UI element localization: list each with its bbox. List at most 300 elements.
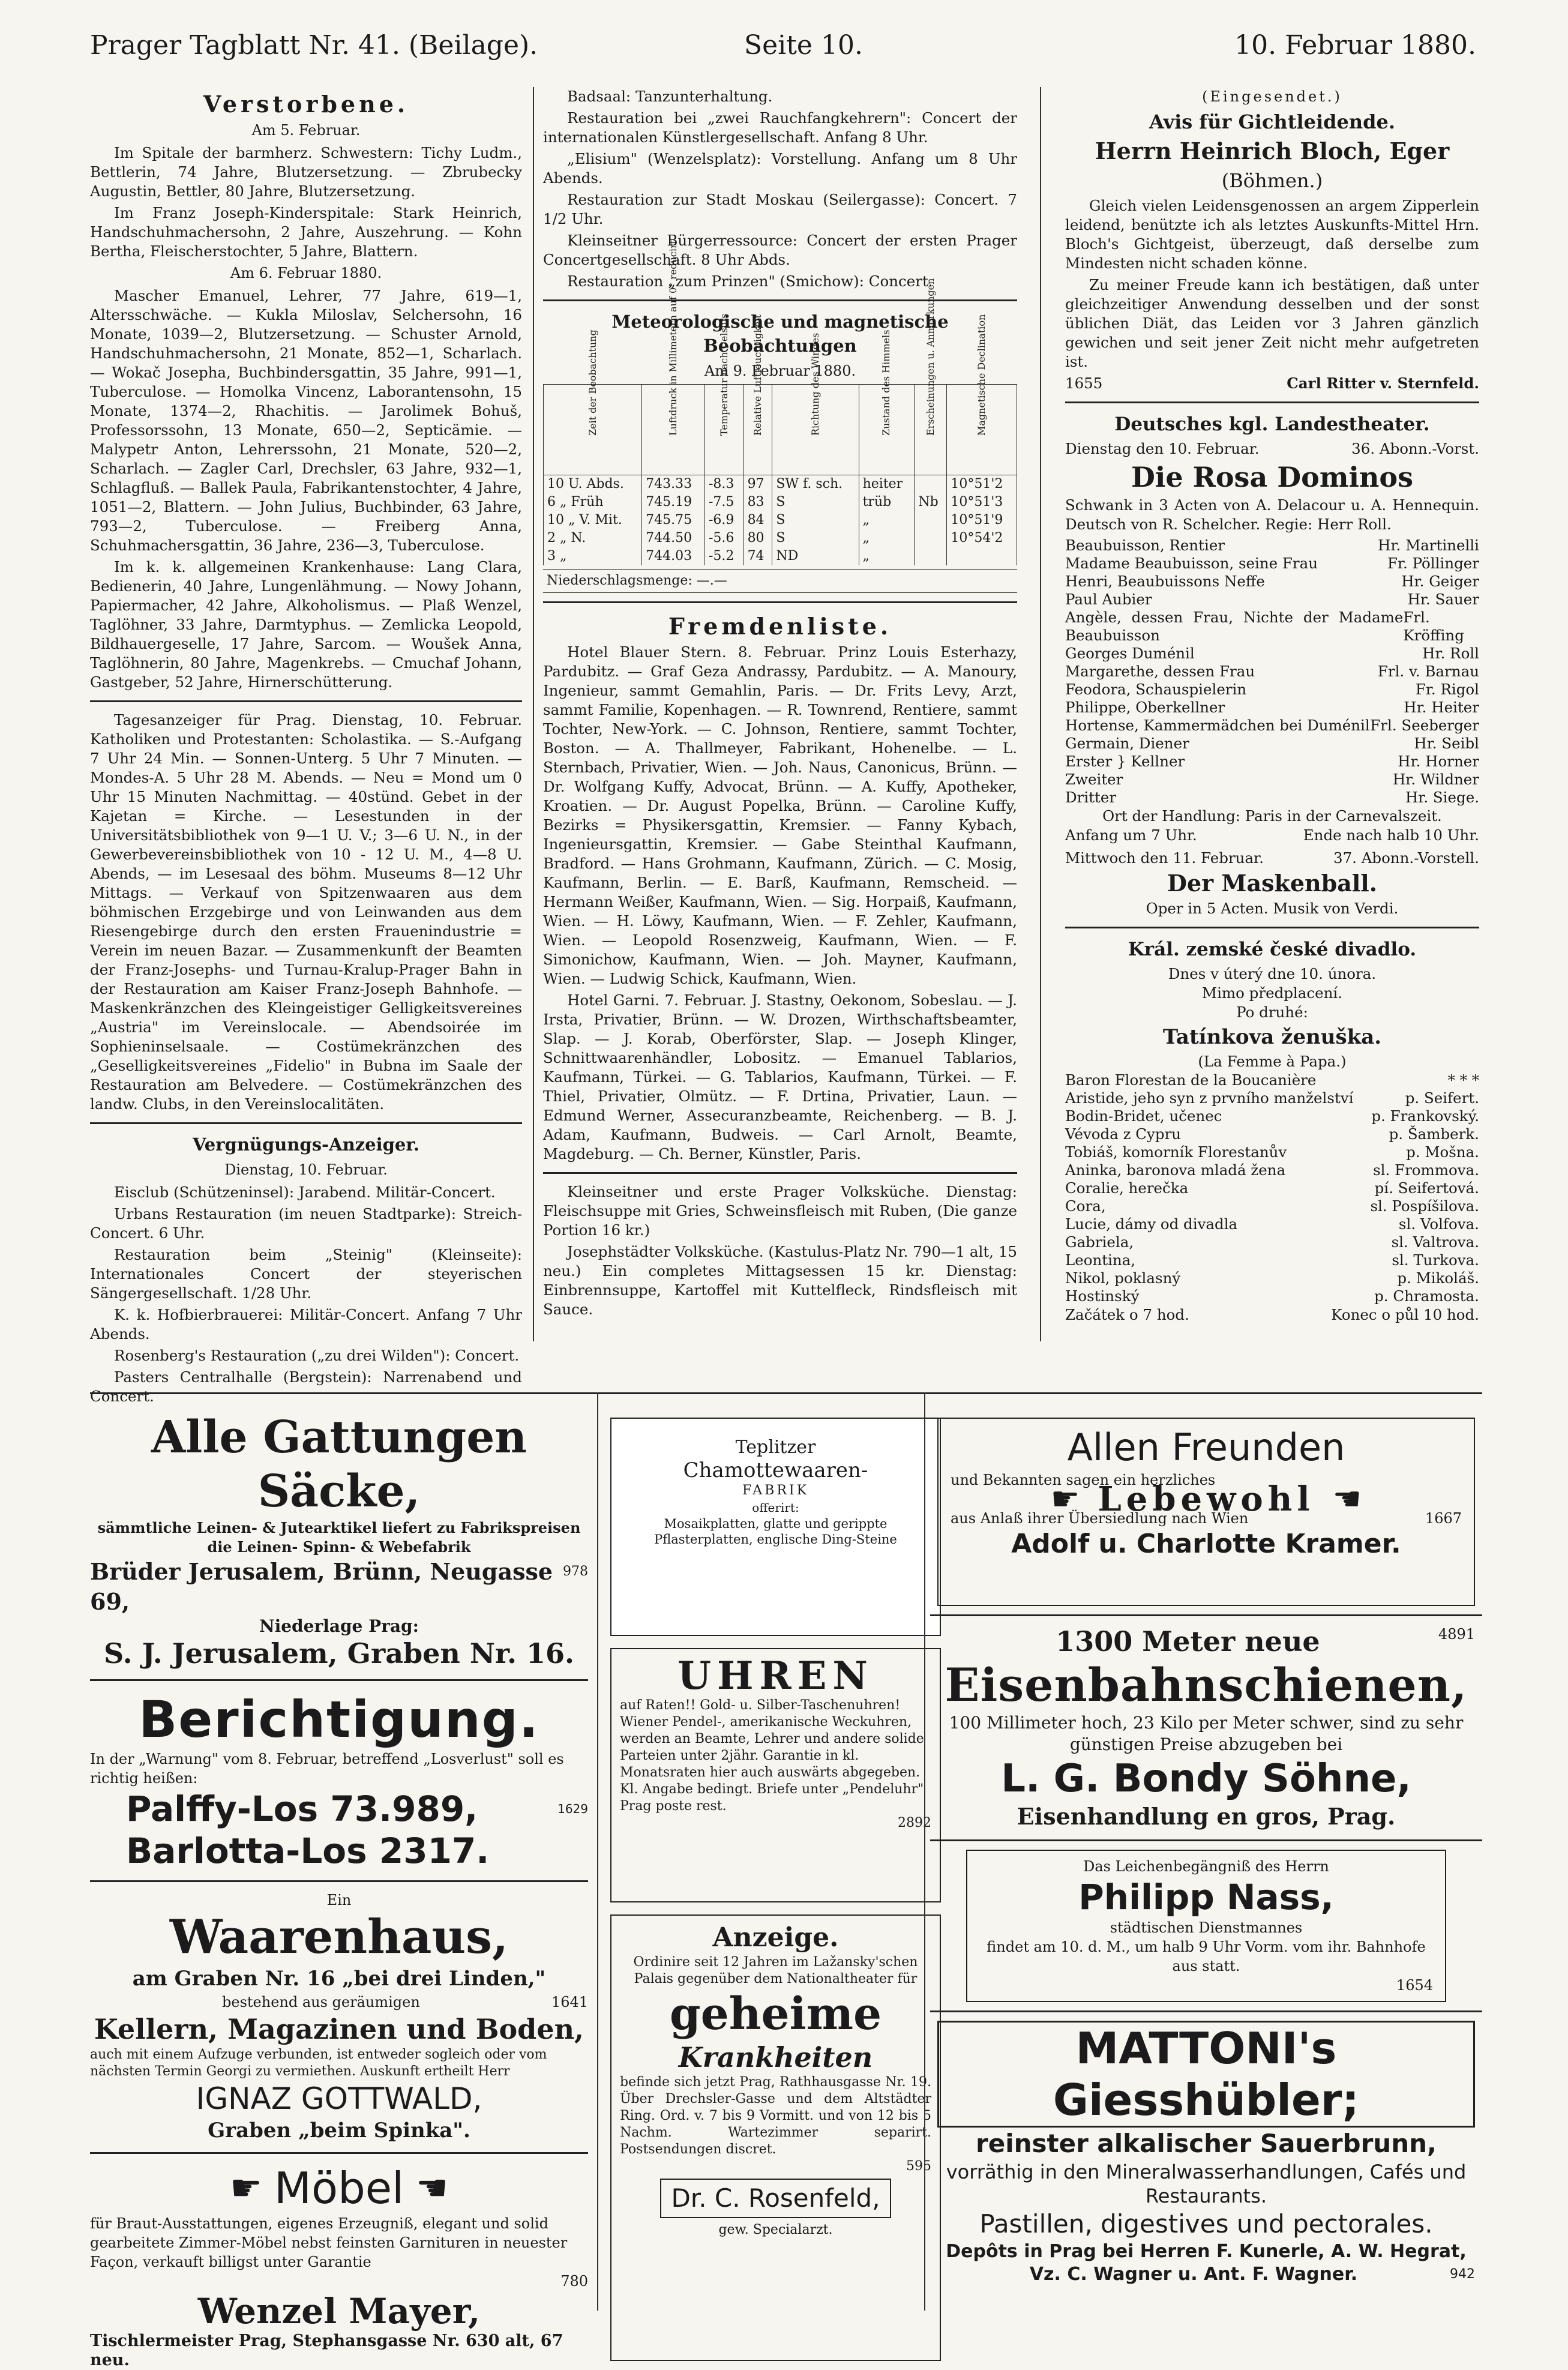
- met-cell: 74: [743, 547, 772, 565]
- anzeige-line: Ordinire seit 12 Jahren im Lažansky'schen Palais gegenüber dem Nationaltheater für: [633, 1955, 918, 1987]
- met-cell: trüb: [859, 493, 915, 511]
- cast-row: [1065, 1215, 1479, 1233]
- met-cell: -5.6: [704, 529, 743, 547]
- cast-role: Lucie, dámy od divadla: [1065, 1215, 1238, 1233]
- cast-row: [1065, 645, 1479, 663]
- saecke-ad-line: die Leinen- Spinn- & Webefabrik: [207, 1538, 471, 1556]
- czech-end: Konec o půl 10 hod.: [1331, 1306, 1479, 1323]
- moebel-name: Wenzel Mayer,: [197, 2291, 481, 2332]
- cast-role: Nikol, poklasný: [1065, 1269, 1181, 1287]
- ads-divider-2: [924, 1392, 925, 2311]
- met-column-header: [743, 314, 772, 475]
- mattoni-ad: [930, 2021, 1482, 2286]
- event-entry: Restauration bei „zwei Rauchfangkehrern": Concert der internationalen Künstlergesellschaft. Anfang 8 Uhr.: [543, 109, 1017, 146]
- cast-role: Margarethe, dessen Frau: [1065, 663, 1255, 680]
- cast-actor: Hr. Wildner: [1392, 771, 1479, 788]
- eisenbahn-firm: L. G. Bondy Söhne,: [1001, 1757, 1411, 1801]
- cast-role: Bodin-Bridet, učenec: [1065, 1107, 1222, 1125]
- waarenhaus-address: am Graben Nr. 16 „bei drei Linden,": [132, 1967, 546, 1991]
- waarenhaus-location: Graben „beim Spinka".: [208, 2119, 470, 2143]
- freunden-number: 1667: [1425, 1510, 1462, 1527]
- nass-number: 1654: [1396, 1977, 1433, 1994]
- cast-role: Feodora, Schauspielerin: [1065, 681, 1247, 698]
- met-cell: 744.03: [642, 547, 705, 565]
- eingesendet-label: (Eingesendet.): [1202, 88, 1342, 105]
- cast-role: Leontina,: [1065, 1251, 1136, 1269]
- cast-role: Gabriela,: [1065, 1233, 1134, 1251]
- met-row: [544, 511, 1017, 529]
- teplitz-line: FABRIK: [742, 1483, 810, 1498]
- waarenhaus-ein: Ein: [326, 1892, 352, 1908]
- cast-role: Vévoda z Cypru: [1065, 1125, 1182, 1143]
- cast-row: [1065, 537, 1479, 555]
- cast-role: Coralie, herečka: [1065, 1179, 1189, 1197]
- teplitz-ad: [610, 1418, 941, 1636]
- czech-theater-line: Mimo předplacení.: [1201, 984, 1343, 1002]
- obituary-paragraph: Im Spitale der barmherz. Schwestern: Tichy Ludm., Bettlerin, 74 Jahre, Blutzersetzung. — Zbrubecky Augustin, Bettler, 80 Jahre, Blutzersetzung.: [90, 144, 522, 200]
- met-column-header: [544, 329, 642, 475]
- avis-number: 1655: [1065, 374, 1103, 392]
- cast-role: Dritter: [1065, 789, 1117, 806]
- avis-place: (Böhmen.): [1221, 169, 1323, 192]
- met-cell: 10°51'2: [947, 475, 1017, 494]
- waarenhaus-number: 1641: [551, 1994, 588, 2011]
- verstorbene-date-2: Am 6. Februar 1880.: [230, 265, 382, 281]
- cast-role: Aristide, jeho syn z prvního manželství: [1065, 1089, 1354, 1107]
- uhren-ad: [610, 1648, 941, 1902]
- czech-theater-heading: Král. zemské české divadlo.: [1128, 939, 1417, 960]
- section-rule: [1065, 927, 1479, 928]
- saecke-firm-row: [90, 1557, 588, 1617]
- saecke-firm: Brüder Jerusalem, Brünn, Neugasse 69,: [90, 1558, 553, 1615]
- met-cell: 744.50: [642, 529, 705, 547]
- moebel-title: Möbel: [274, 2163, 404, 2213]
- mattoni-number: 942: [1450, 2267, 1475, 2282]
- met-column-header-label: Zeit der Beobachtung: [586, 329, 598, 436]
- cast-actor: Hr. Geiger: [1401, 573, 1479, 590]
- anzeige-ad: [610, 1914, 941, 2361]
- column-divider-1: [533, 87, 534, 1341]
- cast-row: [1065, 1197, 1479, 1215]
- saecke-number: 978: [563, 1564, 588, 1579]
- volkskueche-entry: Josephstädter Volksküche. (Kastulus-Platz Nr. 790—1 alt, 15 neu.) Ein completes Mittagsessen 15 kr. Dienstag: Einbrennsuppe, Kartoffel mit Kuttelfleck, Rindsfleisch mit Sauce.: [543, 1243, 1017, 1318]
- freunden-title: Allen Freunden: [1067, 1425, 1345, 1469]
- met-row: [544, 547, 1017, 565]
- page-header: [90, 30, 1476, 72]
- berichtigung-number: 1629: [557, 1802, 588, 1816]
- cast-actor: Hr. Roll: [1422, 645, 1479, 662]
- cast-row: [1065, 1071, 1479, 1089]
- cast-row: [1065, 789, 1479, 807]
- met-cell: [947, 547, 1017, 565]
- pointing-hand-icon: ☚: [416, 2167, 448, 2209]
- cast-row: [1065, 735, 1479, 753]
- theater-cast-list: [1065, 537, 1479, 807]
- pointing-hand-icon: ☚: [1332, 1480, 1362, 1518]
- met-row: [544, 529, 1017, 547]
- cast-row: [1065, 1107, 1479, 1125]
- theater-heading: Deutsches kgl. Landestheater.: [1114, 414, 1430, 435]
- vergnuegungs-heading: Vergnügungs-Anzeiger.: [192, 1134, 420, 1155]
- mattoni-line: reinster alkalischer Sauerbrunn,: [976, 2129, 1437, 2158]
- eisenbahn-ad: [930, 1625, 1482, 1831]
- berichtigung-los-2: Barlotta-Los 2317.: [126, 1830, 490, 1871]
- event-entry: Pasters Centralhalle (Bergstein): Narrenabend und Concert.: [90, 1368, 522, 1405]
- met-cell: 2 „ N.: [544, 529, 642, 547]
- nass-line: Das Leichenbegängniß des Herrn: [1083, 1858, 1329, 1875]
- cast-row: [1065, 573, 1479, 591]
- met-cell: 10°54'2: [947, 529, 1017, 547]
- fremdenliste-heading: Fremdenliste.: [668, 613, 892, 640]
- waarenhaus-title: Waarenhaus,: [169, 1910, 509, 1964]
- cast-actor: p. Šamberk.: [1389, 1125, 1479, 1143]
- cast-actor: Frl. Seeberger: [1370, 717, 1479, 734]
- cast-actor: Frl. Kröffing: [1403, 609, 1464, 644]
- met-cell: „: [859, 547, 915, 565]
- met-cell: 745.19: [642, 493, 705, 511]
- ads-divider-1: [597, 1392, 598, 2311]
- eisenbahn-number: 4891: [1438, 1626, 1475, 1643]
- freunden-lebewohl: Lebewohl: [1098, 1479, 1315, 1519]
- ads-top-rule: [90, 1392, 1482, 1394]
- cast-role: Germain, Diener: [1065, 735, 1189, 752]
- event-entry: K. k. Hofbierbrauerei: Militär-Concert. Anfang 7 Uhr Abends.: [90, 1306, 522, 1343]
- met-cell: 743.33: [642, 475, 705, 494]
- met-cell: Nb: [915, 493, 947, 511]
- verstorbene-heading: Verstorbene.: [203, 91, 409, 118]
- ad-rule: [90, 2152, 588, 2154]
- avis-name: Herrn Heinrich Bloch, Eger: [1095, 137, 1450, 164]
- berichtigung-text: In der „Warnung" vom 8. Februar, betreffend „Losverlust" soll es richtig heißen:: [90, 1751, 564, 1787]
- cast-actor: Hr. Seibl: [1414, 735, 1479, 752]
- cast-row: [1065, 1233, 1479, 1251]
- volkskueche-entry: Kleinseitner und erste Prager Volksküche. Dienstag: Fleischsuppe mit Gries, Schweinsfleisch mit Ruben, (Die ganze Portion 16 kr.): [543, 1183, 1017, 1239]
- cast-actor: * * *: [1447, 1071, 1479, 1089]
- cast-row: [1065, 1089, 1479, 1107]
- cast-row: [1065, 555, 1479, 573]
- event-entry: Badsaal: Tanzunterhaltung.: [567, 88, 773, 105]
- met-cell: [915, 475, 947, 494]
- cast-row: [1065, 753, 1479, 771]
- cast-role: Aninka, baronova mladá žena: [1065, 1161, 1286, 1179]
- saecke-ad-title: Alle Gattungen Säcke,: [151, 1412, 527, 1517]
- anzeige-krankheiten: Krankheiten: [678, 2041, 873, 2074]
- theater-start: Anfang um 7 Uhr.: [1065, 826, 1197, 844]
- column-2: [543, 87, 1017, 1322]
- ads-right-column: [930, 1410, 1482, 2323]
- cast-role: Baron Florestan de la Boucanière: [1065, 1071, 1317, 1089]
- cast-actor: sl. Pospíšilova.: [1370, 1197, 1479, 1215]
- ad-rule: [930, 1839, 1482, 1841]
- event-entry: Eisclub (Schützeninsel): Jarabend. Militär-Concert.: [114, 1183, 496, 1201]
- section-rule: [543, 299, 1017, 301]
- obituary-paragraph: Mascher Emanuel, Lehrer, 77 Jahre, 619—1, Altersschwäche. — Kukla Miloslav, Selchersohn, 16 Monate, 1039—2, Blutzersetzung. — Schuster Arnold, Handschuhmachersohn, 21 Monate, 852—1, Scharlach. — Wokač Josepha, Buchbindersgattin, 35 Jahre, 991—1, Tuberculose. — Homolka Vincenz, Laborantensohn, 15 Monate, 1374—2, Rhachitis. — Jarolimek Bohuš, Professorssohn, 13 Monate, 650—2, Septicämie. — Malypetr Anton, Lehrerssohn, 21 Monate, 520—2, Scharlach. — Zagler Carl, Drechsler, 63 Jahre, 932—1, Schlagfluß. — Ballek Paula, Fabrikantenstochter, 4 Jahre, 1051—2, Blattern. — John Julius, Buchbinder, 63 Jahre, 793—2, Tuberculose. — Freiberg Anna, Schuhmachersgattin, 36 Jahre, 236—3, Tuberculose.: [90, 287, 522, 554]
- anzeige-title: Anzeige.: [712, 1922, 839, 1953]
- avis-heading: Avis für Gichtleidende.: [1149, 110, 1396, 133]
- cast-role: Hostinský: [1065, 1287, 1140, 1305]
- cast-role: Philippe, Oberkellner: [1065, 699, 1225, 716]
- met-column-header-label: Temperatur nach Celsius: [718, 313, 730, 436]
- met-cell: 80: [743, 529, 772, 547]
- saecke-ad-line: Niederlage Prag:: [259, 1616, 419, 1636]
- theater-abonnement: 36. Abonn.-Vorst.: [1351, 440, 1479, 457]
- met-column-header: [704, 313, 743, 475]
- avis-paragraph: Zu meiner Freude kann ich bestätigen, daß unter gleichzeitiger Anwendung desselben und der sonst üblichen Diät, das Leiden vor 3 Jahren gänzlich gewichen und seit jener Zeit nicht mehr aufgetreten ist.: [1065, 276, 1479, 370]
- cast-row: [1065, 699, 1479, 717]
- cast-row: [1065, 663, 1479, 681]
- berichtigung-los-1: Palffy-Los 73.989,: [126, 1788, 478, 1829]
- met-cell: 10°51'3: [947, 493, 1017, 511]
- met-cell: 10 „ V. Mit.: [544, 511, 642, 529]
- met-column-header-label: Luftdruck in Millimetern auf 0° reducirt: [667, 239, 679, 436]
- czech-start: Začátek o 7 hod.: [1065, 1306, 1189, 1323]
- cast-role: Angèle, dessen Frau, Nichte der Madame Beaubuisson: [1065, 609, 1404, 644]
- cast-actor: p. Chramosta.: [1374, 1287, 1479, 1305]
- event-entry: Urbans Restauration (im neuen Stadtparke): Streich-Concert. 6 Uhr.: [90, 1205, 522, 1242]
- cast-actor: Frl. v. Barnau: [1377, 663, 1479, 680]
- cast-actor: Hr. Horner: [1398, 753, 1479, 770]
- guest-list-text: Hotel Garni. 7. Februar. J. Stastny, Oekonom, Sobeslau. — J. Irsta, Privatier, Brünn. — W. Drozen, Wirthschaftsbeamter, Slap. — J. Korab, Oberförster, Slap. — Joseph Klinger, Schnittwaarenhändler, Lobositz. — Emanuel Tablarios, Kaufmann, Türkei. — G. Tablarios, Kaufmann, Türkei. — F. Thiel, Privatier, Olmütz. — F. Drtina, Privatier, Laun. — Edmund Werner, Assecuranzbeamte, Reichenberg. — B. J. Adam, Kaufmann, Budweis. — Carl Arnolt, Beamte, Magdeburg. — Ch. Berner, Künstler, Paris.: [543, 991, 1017, 1162]
- eisenbahn-line: 1300 Meter neue: [1056, 1625, 1320, 1658]
- vergnuegungs-date: Dienstag, 10. Februar.: [224, 1161, 388, 1178]
- section-rule: [1065, 402, 1479, 403]
- uhren-number: 2892: [898, 1815, 931, 1830]
- cast-row: [1065, 1251, 1479, 1269]
- met-column-header-label: Zustand des Himmels: [880, 329, 892, 436]
- avis-signature: Carl Ritter v. Sternfeld.: [1287, 374, 1479, 392]
- met-column-header: [915, 278, 947, 475]
- teplitz-products: Mosaikplatten, glatte und gerippte Pflasterplatten, englische Ding-Steine: [654, 1517, 897, 1547]
- moebel-address: Tischlermeister Prag, Stephansgasse Nr. 630 alt, 67 neu.: [90, 2332, 563, 2369]
- met-cell: heiter: [859, 475, 915, 494]
- mattoni-line: vorräthig in den Mineralwasserhandlungen, Cafés und Restaurants.: [946, 2161, 1467, 2207]
- mattoni-title: MATTONI's Giesshübler;: [937, 2021, 1475, 2128]
- avis-signature-row: [1065, 374, 1479, 393]
- cast-row: [1065, 1125, 1479, 1143]
- met-cell: 3 „: [544, 547, 642, 565]
- met-cell: SW f. sch.: [772, 475, 859, 494]
- theater-date-row: [1065, 439, 1479, 459]
- eisenbahn-subtitle: Eisenhandlung en gros, Prag.: [1017, 1803, 1396, 1830]
- moebel-number: 780: [560, 2273, 588, 2290]
- cast-actor: p. Frankovský.: [1371, 1107, 1479, 1125]
- met-cell: ND: [772, 547, 859, 565]
- obituary-paragraph: Im k. k. allgemeinen Krankenhause: Lang Clara, Bedienerin, 40 Jahre, Lungenlähmung. — Nowy Johann, Papiermacher, 42 Jahre, Alkoholismus. — Plaß Wenzel, Taglöhner, 33 Jahre, Darmtyphus. — Zemlicka Leopold, Bildhauergeselle, 17 Jahre, Sarcom. — Woušek Anna, Taglöhnerin, 80 Jahre, Magenkrebs. — Cmuchaf Johann, Gastgeber, 52 Jahre, Hirnerschütterung.: [90, 558, 522, 691]
- theater2-date: Mittwoch den 11. Februar.: [1065, 849, 1264, 867]
- waarenhaus-line: bestehend aus geräumigen: [222, 1994, 420, 2011]
- cast-row: [1065, 1269, 1479, 1287]
- mattoni-line: Pastillen, digestives und pectorales.: [979, 2209, 1433, 2239]
- waarenhaus-row: [90, 1993, 588, 2012]
- moebel-text: für Braut-Ausstattungen, eigenes Erzeugniß, elegant und solid gearbeitete Zimmer-Möbel nebst feinsten Garnituren in neuester Façon, verkauft billigst unter Garantie: [90, 2215, 568, 2270]
- cast-actor: sl. Valtrova.: [1391, 1233, 1479, 1251]
- freunden-names: Adolf u. Charlotte Kramer.: [1011, 1529, 1401, 1559]
- event-entry: Restauration zur Stadt Moskau (Seilergasse): Concert. 7 1/2 Uhr.: [543, 191, 1017, 227]
- nass-ad: [966, 1850, 1446, 2002]
- cast-role: Georges Duménil: [1065, 645, 1195, 662]
- ads-left-column: [90, 1410, 588, 2369]
- met-column-header-label: Richtung des Windes: [809, 332, 821, 436]
- ad-rule: [90, 1679, 588, 1681]
- waarenhaus-rooms: Kellern, Magazinen und Boden,: [94, 2013, 584, 2045]
- eisenbahn-title: Eisenbahnschienen,: [945, 1658, 1468, 1712]
- cast-row: [1065, 1179, 1479, 1197]
- moebel-title-row: [90, 2162, 588, 2214]
- cast-row: [1065, 681, 1479, 699]
- cast-actor: p. Mikoláš.: [1397, 1269, 1479, 1287]
- saecke-address: S. J. Jerusalem, Graben Nr. 16.: [103, 1637, 575, 1670]
- met-cell: [915, 529, 947, 547]
- teplitz-line: offerirt:: [752, 1500, 799, 1515]
- met-cell: 6 „ Früh: [544, 493, 642, 511]
- section-rule: [90, 700, 522, 702]
- mattoni-line: Depôts in Prag bei Herren F. Kunerle, A. W. Hegrat,: [946, 2241, 1467, 2262]
- czech-times-row: [1065, 1305, 1479, 1325]
- cast-row: [1065, 1143, 1479, 1161]
- met-cell: „: [859, 511, 915, 529]
- eisenbahn-text: 100 Millimeter hoch, 23 Kilo per Meter schwer, sind zu sehr günstigen Preise abzugeben bei: [949, 1713, 1464, 1754]
- header-date: 10. Februar 1880.: [1234, 30, 1476, 61]
- met-cell: -7.5: [704, 493, 743, 511]
- nass-line: städtischen Dienstmannes: [1110, 1919, 1303, 1936]
- met-column-header: [642, 239, 705, 475]
- mattoni-row: [937, 2263, 1475, 2286]
- met-cell: -8.3: [704, 475, 743, 494]
- tagesanzeiger-text: Tagesanzeiger für Prag. Dienstag, 10. Februar. Katholiken und Protestanten: Scholastika. — S.-Aufgang 7 Uhr 24 Min. — Sonnen-Unterg. 5 Uhr 7 Minuten. — Mondes-A. 5 Uhr 28 M. Abends. — Neu = Mond um 0 Uhr 15 Minuten Nachmittag. — 40stünd. Gebet in der Kajetan = Kirche. — Lesestunden in der Universitätsbibliothek von 9—1 U. V.; 3—6 U. N., in der Gewerbevereinsbibliothek von 10 - 12 U. M., 4—8 U. Abends, — im Lesesaal des böhm. Museums 8—12 Uhr Mittags. — Verkauf von Spitzenwaaren aus dem böhmischen Erzgebirge und von Leinwanden aus dem Riesengebirge durch den ersten Frauenindustrie = Verein im neuen Bazar. — Zusammenkunft der Beamten der Franz-Josephs- und Turnau-Kralup-Prager Bahn in der Restauration am Kaiser Franz-Joseph Bahnhofe. — Maskenkränzchen des Kleingeistiger Gelligkeitsvereines „Austria" im Vereinslocale. — Abendsoirée im Sophieninselsaale. — Costümekränzchen des „Geselligkeitsvereines „Fidelio" in Bubna im Saale der Restauration am Belvedere. — Costümekränzchen des landw. Clubs, in den Vereinslocalitäten.: [90, 711, 522, 1113]
- section-rule: [543, 1172, 1017, 1174]
- cast-actor: sl. Frommova.: [1373, 1161, 1479, 1179]
- cast-actor: Fr. Rigol: [1415, 681, 1479, 698]
- event-entry: Kleinseitner Bürgerressource: Concert der ersten Prager Concertgesellschaft. 8 Uhr Abds.: [543, 232, 1017, 268]
- met-cell: 97: [743, 475, 772, 494]
- event-entry: Restauration beim „Steinig" (Kleinseite): Internationales Concert der steyerischen Sängergesellschaft. 1/28 Uhr.: [90, 1246, 522, 1302]
- berichtigung-row: [90, 1788, 588, 1830]
- avis-paragraph: Gleich vielen Leidensgenossen an argem Zipperlein leidend, benützte ich als letztes Auskunfts-Mittel Hrn. Bloch's Gichtgeist, überzeugt, daß derselbe zum Mindesten nicht schaden könne.: [1065, 197, 1479, 272]
- cast-row: [1065, 1287, 1479, 1305]
- ad-rule: [90, 1880, 588, 1882]
- teplitz-line: Teplitzer: [735, 1437, 816, 1458]
- cast-actor: Hr. Siege.: [1405, 789, 1479, 806]
- theater2-date-row: [1065, 849, 1479, 868]
- theater-end: Ende nach halb 10 Uhr.: [1303, 826, 1479, 844]
- column-divider-2: [1040, 87, 1041, 1341]
- cast-row: [1065, 591, 1479, 609]
- cast-actor: Hr. Sauer: [1407, 591, 1479, 608]
- cast-actor: p. Mošna.: [1406, 1143, 1479, 1161]
- theater2-abonnement: 37. Abonn.-Vorstell.: [1333, 849, 1479, 867]
- waarenhaus-text: auch mit einem Aufzuge verbunden, ist entweder sogleich oder vom nächsten Termin Georgi zu vermiethen. Auskunft ertheilt Herr: [90, 2047, 547, 2079]
- cast-actor: Hr. Heiter: [1404, 699, 1479, 716]
- eisenbahn-header-row: [937, 1625, 1475, 1658]
- cast-role: Hortense, Kammermädchen bei Duménil: [1065, 717, 1370, 734]
- met-cell: S: [772, 493, 859, 511]
- event-entry: „Elisium" (Wenzelsplatz): Vorstellung. Anfang um 8 Uhr Abends.: [543, 150, 1017, 187]
- pointing-hand-icon: ☛: [1050, 1480, 1080, 1518]
- meteorological-date: Am 9. Februar 1880.: [704, 362, 856, 379]
- met-column-header: [859, 329, 915, 475]
- met-cell: 83: [743, 493, 772, 511]
- cast-role: Erster } Kellner: [1065, 753, 1185, 770]
- met-cell: -6.9: [704, 511, 743, 529]
- column-3: [1065, 87, 1479, 1325]
- cast-role: Cora,: [1065, 1197, 1106, 1215]
- met-column-header-label: Erscheinungen u. Anmerkungen: [924, 278, 936, 436]
- czech-theater-line: Dnes v úterý dne 10. února.: [1168, 965, 1377, 982]
- met-cell: -5.2: [704, 547, 743, 565]
- pointing-hand-icon: ☛: [230, 2167, 262, 2209]
- theater-description: Schwank in 3 Acten von A. Delacour u. A. Hennequin. Deutsch von R. Schelcher. Regie: Herr Roll.: [1065, 496, 1479, 533]
- met-column-header-label: Relative Luftfeuchtigkeit: [751, 314, 763, 436]
- theater-date: Dienstag den 10. Februar.: [1065, 440, 1260, 457]
- cast-row: [1065, 717, 1479, 735]
- meteorological-heading: Meteorologische und magnetische Beobachtungen: [611, 311, 949, 356]
- header-left: Prager Tagblatt Nr. 41. (Beilage).: [90, 30, 538, 61]
- czech-theater-line: Po druhé:: [1236, 1003, 1308, 1021]
- anzeige-text: befinde sich jetzt Prag, Rathhausgasse Nr. 19. Über Drechsler-Gasse und dem Altstädter Ring. Ord. v. 7 bis 9 Vormitt. und von 12 bis 5 Nachm. Wartezimmer separirt. Postsendungen discret.: [620, 2075, 931, 2157]
- waarenhaus-contact: IGNAZ GOTTWALD,: [196, 2081, 482, 2116]
- guest-list-text: Hotel Blauer Stern. 8. Februar. Prinz Louis Esterhazy, Pardubitz. — Graf Geza Andrassy, Pardubitz. — A. Manoury, Ingenieur, sammt Gemahlin, Paris. — Dr. Frits Levy, Arzt, sammt Familie, Kopenhagen. — R. Townrend, Rentiere, sammt Tochter, New-York. — C. Johnson, Rentiere, sammt Tochter, Boston. — A. Thallmeyer, Fabrikant, Hohenelbe. — L. Sternbach, Privatier, Wien. — Joh. Naus, Canonicus, Brünn. — Dr. Wolfgang Kuffy, Advocat, Brünn. — A. Kuffy, Apotheker, Kroatien. — Dr. August Popelka, Brünn. — Caroline Kuffy, Bezirks = Physikersgattin, Kremsier. — Fanny Kybach, Ingenieursgattin, Kremsier. — Gabe Steinthal Kaufmann, Bradford. — Hans Grohmann, Kaufmann, Zürich. — C. Mosig, Kaufmann, Berlin. — E. Barß, Kaufmann, Remscheid. — Hermann Weißer, Kaufmann, Wien. — Sig. Horpaiß, Kaufmann, Wien. — H. Löwy, Kaufmann, Wien. — F. Zehler, Kaufmann, Wien. — Leopold Rosenzweig, Kaufmann, Wien. — F. Simonichow, Kaufmann, Wien. — Joh. Mayner, Kaufmann, Wien. — Ludwig Schick, Kaufmann, Wien.: [543, 643, 1017, 987]
- section-rule: [543, 601, 1017, 603]
- obituary-paragraph: Im Franz Joseph-Kinderspitale: Stark Heinrich, Handschuhmachersohn, 2 Jahre, Auszehrung. — Kohn Bertha, Fleischerstochter, 5 Jahre, Blattern.: [90, 204, 522, 260]
- mattoni-line: Vz. C. Wagner u. Ant. F. Wagner.: [1029, 2264, 1358, 2285]
- nass-name: Philipp Nass,: [1078, 1877, 1334, 1917]
- met-row: [544, 475, 1017, 494]
- met-column-header-label: Magnetische Declination: [976, 314, 988, 436]
- ad-rule: [930, 1614, 1482, 1616]
- met-cell: 10 U. Abds.: [544, 475, 642, 494]
- cast-role: Madame Beaubuisson, seine Frau: [1065, 555, 1318, 572]
- nass-line: findet am 10. d. M., um halb 9 Uhr Vorm. vom ihr. Bahnhofe aus statt.: [987, 1938, 1426, 1974]
- czech-play-title: Tatínkova ženuška.: [1162, 1025, 1382, 1049]
- freunden-line: und Bekannten sagen ein herzliches: [951, 1472, 1216, 1488]
- met-column-header: [947, 314, 1017, 475]
- verstorbene-date-1: Am 5. Februar.: [251, 122, 361, 139]
- freunden-line: aus Anlaß ihrer Übersiedlung nach Wien: [951, 1510, 1249, 1527]
- freunden-row: [951, 1509, 1462, 1528]
- teplitz-line: Chamottewaaren-: [683, 1458, 868, 1482]
- met-cell: „: [859, 529, 915, 547]
- met-cell: [915, 547, 947, 565]
- met-cell: 745.75: [642, 511, 705, 529]
- saecke-ad-line: sämmtliche Leinen- & Jutearktikel liefert zu Fabrikspreisen: [97, 1519, 581, 1536]
- cast-row: [1065, 609, 1479, 645]
- czech-play-subtitle: (La Femme à Papa.): [1198, 1053, 1347, 1070]
- theater-location: Ort der Handlung: Paris in der Carnevalszeit.: [1102, 807, 1442, 825]
- cast-role: Zweiter: [1065, 771, 1123, 788]
- cast-actor: Fr. Pöllinger: [1387, 555, 1479, 572]
- cast-role: Tobiáš, komorník Florestanův: [1065, 1143, 1287, 1161]
- theater-play-title: Die Rosa Dominos: [1131, 461, 1414, 493]
- cast-actor: sl. Turkova.: [1392, 1251, 1479, 1269]
- met-cell: [915, 511, 947, 529]
- uhren-text: auf Raten!! Gold- u. Silber-Taschenuhren! Wiener Pendel-, amerikanische Weckuhren, werden an Beamte, Lehrer und andere solide Parteien unter 2jähr. Garantie in kl. Monatsraten hier auch auswärts abgegeben. Kl. Angabe bedingt. Briefe unter „Pendeluhr" Prag poste rest.: [620, 1698, 924, 1814]
- header-page-number: Seite 10.: [744, 30, 863, 61]
- anzeige-geheime: geheime: [669, 1988, 882, 2040]
- cast-row: [1065, 771, 1479, 789]
- cast-actor: sl. Volfova.: [1398, 1215, 1479, 1233]
- uhren-title: UHREN: [677, 1653, 874, 1698]
- cast-row: [1065, 1161, 1479, 1179]
- met-cell: S: [772, 529, 859, 547]
- ads-middle-column: [603, 1410, 948, 2323]
- event-entry: Restauration „zum Prinzen" (Smichow): Concert.: [567, 272, 933, 290]
- theater2-play-title: Der Maskenball.: [1167, 870, 1377, 897]
- freunden-ad: [937, 1418, 1475, 1606]
- met-cell: 84: [743, 511, 772, 529]
- cast-role: Beaubuisson, Rentier: [1065, 537, 1225, 554]
- section-rule: [90, 1122, 522, 1124]
- cast-role: Henri, Beaubuissons Neffe: [1065, 573, 1265, 590]
